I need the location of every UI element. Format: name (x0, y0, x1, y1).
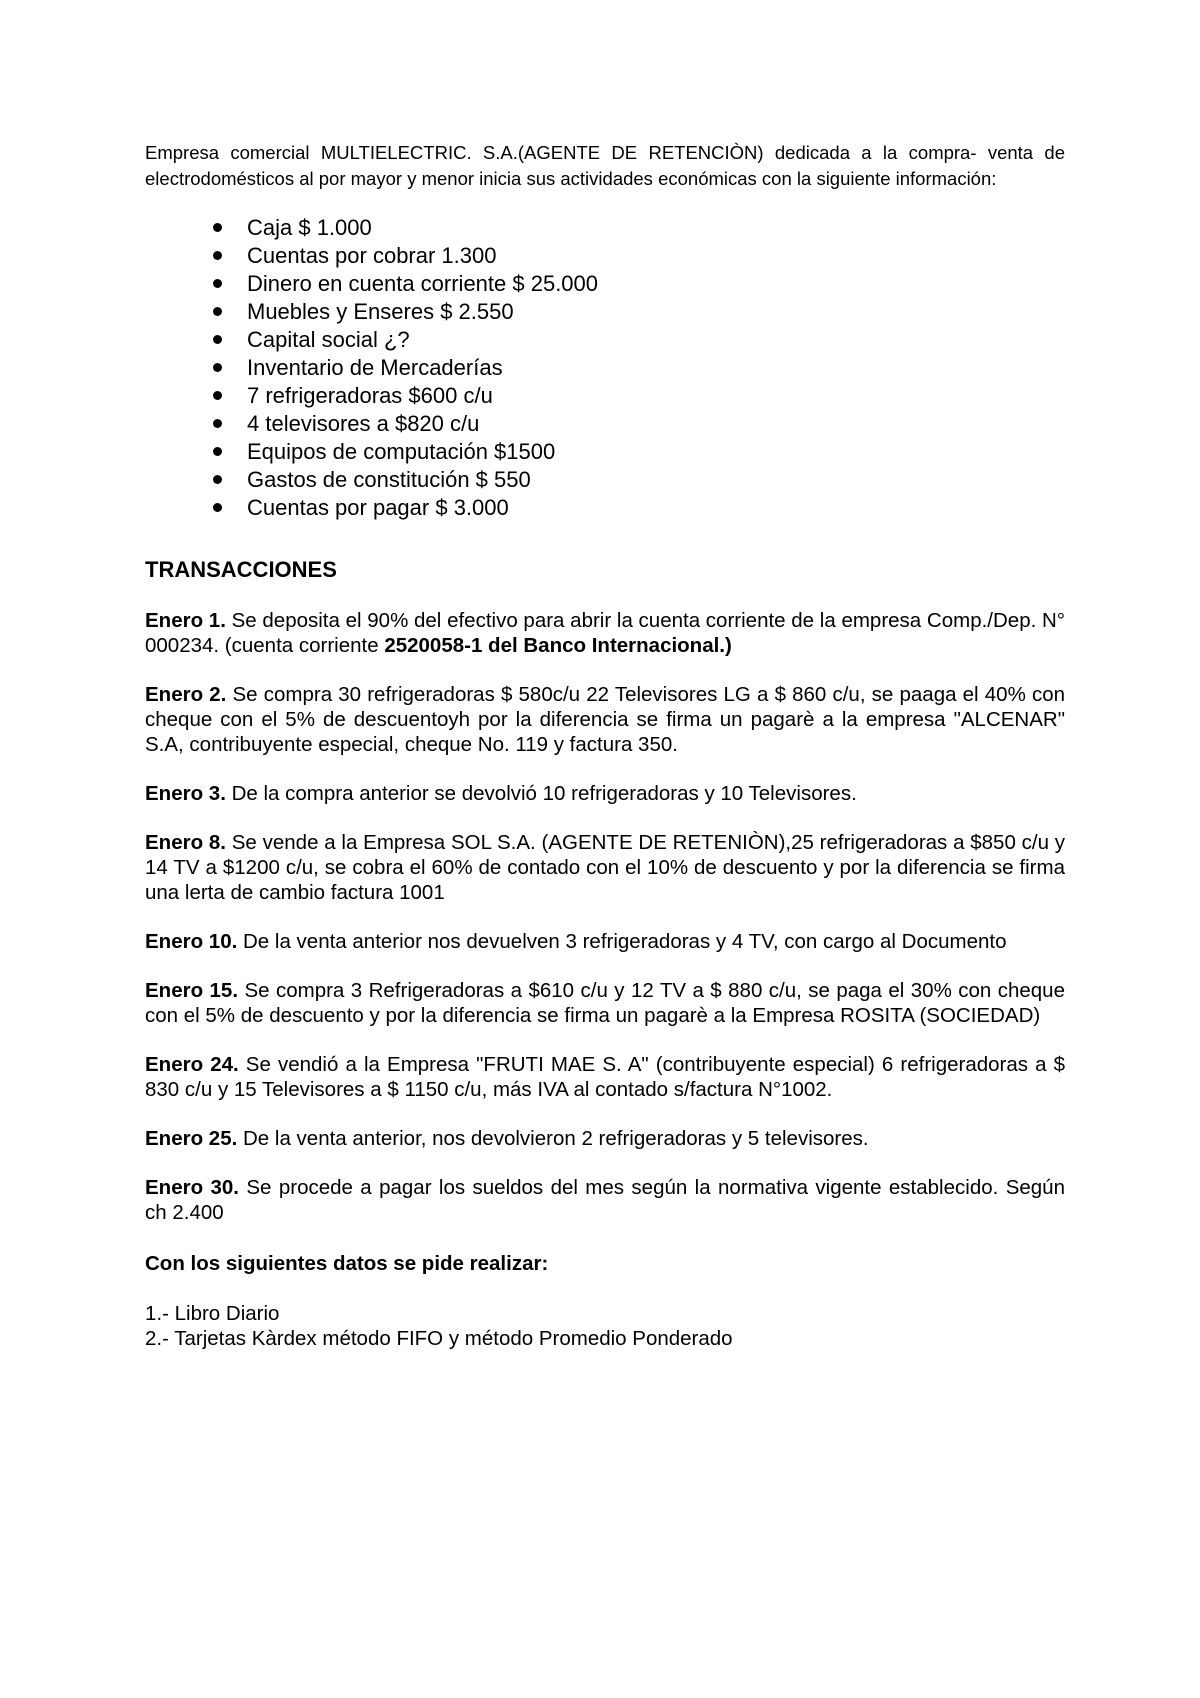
bullet-icon (213, 391, 222, 400)
list-item: Capital social ¿? (247, 326, 1065, 354)
bullet-icon (213, 447, 222, 456)
transaction-enero-30 (145, 1175, 1065, 1225)
bullet-icon (213, 279, 222, 288)
bullet-icon (213, 503, 222, 512)
transaction-enero-24 (145, 1052, 1065, 1102)
transaction-date: Enero 24. (145, 1053, 239, 1076)
tasks-list (145, 1301, 1065, 1351)
task-item: 2.- Tarjetas Kàrdex método FIFO y método Promedio Ponderado (145, 1327, 733, 1350)
transaction-text: De la venta anterior, nos devolvieron 2 refrigeradoras y 5 televisores. (237, 1127, 869, 1150)
list-item: Cuentas por cobrar 1.300 (247, 242, 1065, 270)
transaction-text: Se compra 30 refrigeradoras $ 580c/u 22 Televisores LG a $ 860 c/u, se paaga el 40% con cheque con el 5% de descuentoyh por la diferencia se firma un pagarè a la empresa "ALCENAR" S.A, contribuyente especial, cheque No. 119 y factura 350. (145, 683, 1065, 756)
document-body (145, 140, 1065, 1351)
transaction-text: De la compra anterior se devolvió 10 refrigeradoras y 10 Televisores. (225, 782, 857, 805)
list-item: Caja $ 1.000 (247, 214, 1065, 242)
transaction-enero-15 (145, 978, 1065, 1028)
transactions-list (145, 608, 1065, 1225)
transaction-date: Enero 25. (145, 1127, 238, 1150)
transaction-enero-3 (145, 781, 1065, 806)
transaction-text: Se vende a la Empresa SOL S.A. (AGENTE DE RETENIÒN),25 refrigeradoras a $850 c/u y 14 TV a $1200 c/u, se cobra el 60% de contado con el 10% de descuento y por la diferencia se firma una lerta de cambio factura 1001 (145, 831, 1066, 904)
request-heading: Con los siguientes datos se pide realizar: (145, 1252, 549, 1275)
bullet-icon (213, 223, 222, 232)
list-item: Muebles y Enseres $ 2.550 (247, 298, 1065, 326)
transaction-enero-8 (145, 830, 1065, 905)
transaction-date: Enero 1. (145, 609, 226, 632)
transaction-text: Se procede a pagar los sueldos del mes según la normativa vigente establecido. Según ch 2.400 (145, 1176, 1065, 1224)
transaction-enero-1 (145, 608, 1065, 658)
transaction-date: Enero 3. (145, 782, 226, 805)
bullet-icon (213, 363, 222, 372)
transaction-date: Enero 8. (145, 831, 226, 854)
list-item: Equipos de computación $1500 (247, 438, 1065, 466)
transaction-text: Se compra 3 Refrigeradoras a $610 c/u y 12 TV a $ 880 c/u, se paga el 30% con cheque con el 5% de descuento y por la diferencia se firma un pagarè a la Empresa ROSITA (SOCIEDAD) (145, 979, 1065, 1027)
transaction-date: Enero 15. (145, 979, 239, 1002)
transaction-text: Se deposita el 90% del efectivo para abrir la cuenta corriente de la empresa Comp./Dep. N° 000234. (cuenta corriente (145, 609, 1065, 657)
list-item: Dinero en cuenta corriente $ 25.000 (247, 270, 1065, 298)
bullet-icon (213, 251, 222, 260)
transactions-heading: TRANSACCIONES (145, 557, 337, 582)
bullet-icon (213, 335, 222, 344)
transaction-enero-25 (145, 1126, 1065, 1151)
transaction-account: 2520058-1 del Banco Internacional.) (384, 634, 732, 657)
task-item: 1.- Libro Diario (145, 1302, 280, 1325)
inventory-list (145, 214, 1065, 522)
transaction-text: Se vendió a la Empresa "FRUTI MAE S. A" (contribuyente especial) 6 refrigeradoras a $ 830 c/u y 15 Televisores a $ 1150 c/u, más IVA al contado s/factura N°1002. (145, 1053, 1065, 1101)
transaction-date: Enero 2. (145, 683, 227, 706)
transaction-date: Enero 30. (145, 1176, 239, 1199)
list-item: Gastos de constitución $ 550 (247, 466, 1065, 494)
transaction-text: De la venta anterior nos devuelven 3 refrigeradoras y 4 TV, con cargo al Documento (237, 930, 1007, 953)
bullet-icon (213, 307, 222, 316)
list-item: 4 televisores a $820 c/u (247, 410, 1065, 438)
list-item: 7 refrigeradoras $600 c/u (247, 382, 1065, 410)
transaction-date: Enero 10. (145, 930, 238, 953)
list-item: Inventario de Mercaderías (247, 354, 1065, 382)
bullet-icon (213, 419, 222, 428)
transaction-enero-10 (145, 929, 1065, 954)
list-item: Cuentas por pagar $ 3.000 (247, 494, 1065, 522)
intro-paragraph: Empresa comercial MULTIELECTRIC. S.A.(AGENTE DE RETENCIÒN) dedicada a la compra- venta de electrodomésticos al por mayor y menor inicia sus actividades económicas con la siguiente información: (145, 142, 1065, 189)
transaction-enero-2 (145, 682, 1065, 757)
bullet-icon (213, 475, 222, 484)
